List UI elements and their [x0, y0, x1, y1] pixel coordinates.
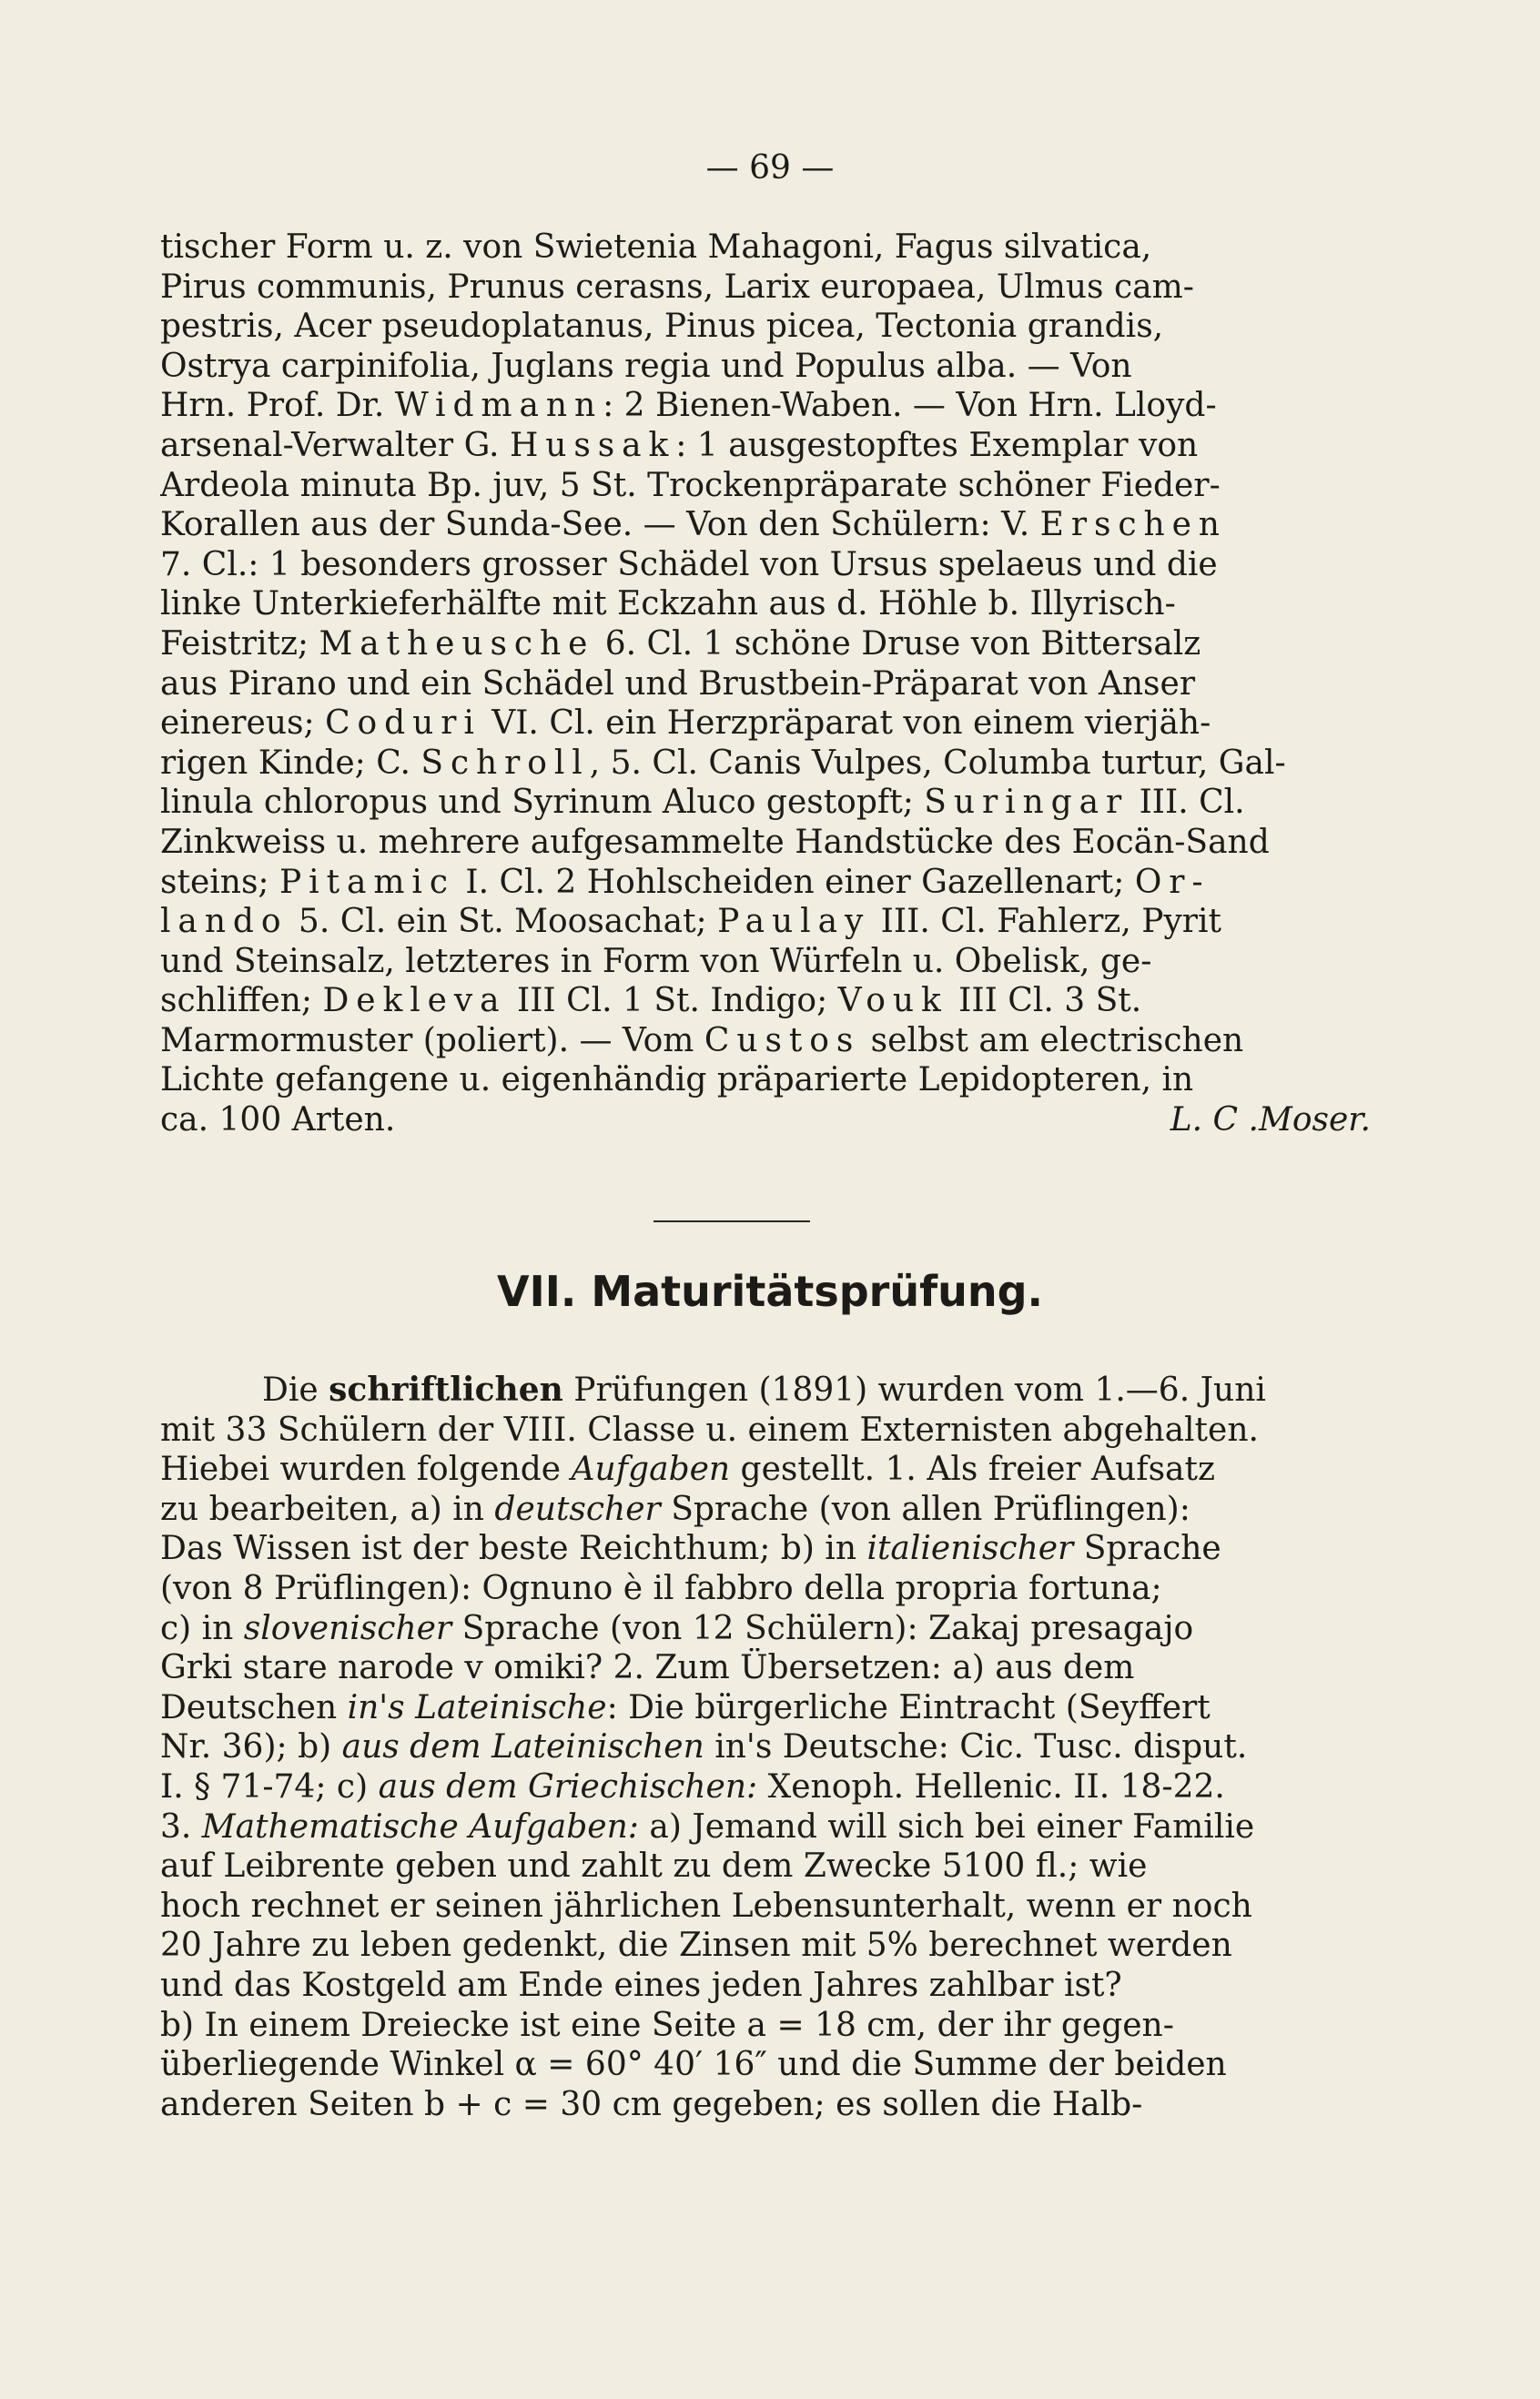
text-line: schliffen; Dekleva III Cl. 1 St. Indigo; Vouk III Cl. 3 St. [160, 982, 1142, 1020]
text-line: pestris, Acer pseudoplatanus, Pinus picea, Tectonia grandis, [160, 308, 1164, 346]
donor-name: Custos [704, 1021, 861, 1059]
text-line: einereus; Coduri VI. Cl. ein Herzpräparat von einem vierjäh- [160, 704, 1211, 743]
donor-name: Matheusche [319, 624, 595, 663]
text-line: Korallen aus der Sunda-See. — Von den Schülern: V. Erschen [160, 506, 1227, 544]
text-line: aus Pirano und ein Schädel und Brustbein-Präparat von Anser [160, 664, 1196, 703]
donor-name: Vouk [837, 982, 948, 1020]
text-line: mit 33 Schülern der VIII. Classe u. einem Externisten abgehalten. [160, 1411, 1259, 1449]
text-line: anderen Seiten b + c = 30 cm gegeben; es sollen die Halb- [160, 2085, 1143, 2123]
donor-name: Coduri [325, 704, 481, 743]
page-number: — 69 — [705, 149, 835, 187]
text-line: steins; Pitamic I. Cl. 2 Hohlscheiden einer Gazellenart; Or- [160, 863, 1211, 901]
text-line: Pirus communis, Prunus cerasns, Larix europaea, Ulmus cam- [160, 268, 1194, 306]
donor-name: Hussak [509, 426, 676, 464]
text-line: Feistritz; Matheusche 6. Cl. 1 schöne Druse von Bittersalz [160, 624, 1201, 663]
donor-name: Suringar [924, 784, 1130, 822]
text-line: lando 5. Cl. ein St. Moosachat; Paulay III. Cl. Fahlerz, Pyrit [160, 903, 1221, 941]
paragraph-collections [160, 228, 1371, 1140]
donor-name: Widmann [394, 387, 603, 425]
text-line: (von 8 Prüflingen): Ognuno è il fabbro della propria fortuna; [160, 1569, 1162, 1607]
text-line: arsenal-Verwalter G. Hussak: 1 ausgestopftes Exemplar von [160, 426, 1199, 464]
text-line: 7. Cl.: 1 besonders grosser Schädel von Ursus spelaeus und die [160, 545, 1218, 583]
text-line: Ostrya carpinifolia, Juglans regia und Populus alba. — Von [160, 347, 1132, 385]
text-line: Hiebei wurden folgende Aufgaben gestellt. 1. Als freier Aufsatz [160, 1451, 1215, 1489]
donor-name: Schroll [420, 744, 590, 782]
section-heading: VII. Maturitätsprüfung. [497, 1267, 1043, 1316]
text-line: Ardeola minuta Bp. juv, 5 St. Trockenpräparate schöner Fieder- [160, 466, 1221, 504]
text-line: und das Kostgeld am Ende eines jeden Jahres zahlbar ist? [160, 1966, 1122, 2004]
donor-name: Dekleva [322, 982, 507, 1020]
text-line: rigen Kinde; C. Schroll, 5. Cl. Canis Vulpes, Columba turtur, Gal- [160, 744, 1286, 782]
text-line: und Steinsalz, letzteres in Form von Würfeln u. Obelisk, ge- [160, 942, 1152, 980]
text-line: Lichte gefangene u. eigenhändig präparierte Lepidopteren, in [160, 1061, 1194, 1099]
donor-name: Or- [1134, 863, 1211, 901]
text-line: Grki stare narode v omiki? 2. Zum Übersetzen: a) aus dem [160, 1649, 1135, 1687]
text-line: tischer Form u. z. von Swietenia Mahagoni, Fagus silvatica, [160, 228, 1152, 266]
donor-name: Paulay [717, 903, 871, 941]
text-line: überliegende Winkel α = 60° 40′ 16″ und die Summe der beiden [160, 2046, 1227, 2084]
donor-name: Pitamic [279, 863, 455, 901]
text-line: 20 Jahre zu leben gedenkt, die Zinsen mit 5% berechnet werden [160, 1927, 1232, 1965]
text-line: zu bearbeiten, a) in deutscher Sprache (von allen Prüflingen): [160, 1490, 1190, 1528]
text-line: Deutschen in's Lateinische: Die bürgerliche Eintracht (Seyffert [160, 1688, 1211, 1726]
text-line: ca. 100 Arten. L. C .Moser. [160, 1101, 1371, 1139]
text-line: Zinkweiss u. mehrere aufgesammelte Handstücke des Eocän-Sand [160, 823, 1270, 861]
text-line: linke Unterkieferhälfte mit Eckzahn aus d. Höhle b. Illyrisch- [160, 585, 1176, 623]
text-line: c) in slovenischer Sprache (von 12 Schülern): Zakaj presagajo [160, 1609, 1194, 1647]
signature: L. C .Moser. [1170, 1101, 1371, 1139]
text-line: Die schriftlichen Prüfungen (1891) wurden vom 1.—6. Juni [262, 1371, 1266, 1409]
text-line: Nr. 36); b) aus dem Lateinischen in's Deutsche: Cic. Tusc. disput. [160, 1728, 1248, 1766]
donor-name: lando [160, 903, 289, 941]
paragraph-exams [160, 1371, 1371, 2124]
text-line: linula chloropus und Syrinum Aluco gestopft; Suringar III. Cl. [160, 784, 1245, 822]
section-divider [653, 1220, 810, 1222]
text-line: I. § 71-74; c) aus dem Griechischen: Xenoph. Hellenic. II. 18-22. [160, 1767, 1225, 1806]
text-line: hoch rechnet er seinen jährlichen Lebensunterhalt, wenn er noch [160, 1887, 1252, 1925]
text-line: Das Wissen ist der beste Reichthum; b) in italienischer Sprache [160, 1530, 1221, 1568]
text-line: auf Leibrente geben und zahlt zu dem Zwecke 5100 fl.; wie [160, 1847, 1148, 1886]
text-line: b) In einem Dreiecke ist eine Seite a = 18 cm, der ihr gegen- [160, 2006, 1174, 2044]
donor-name: Erschen [1039, 506, 1227, 544]
text-line: Hrn. Prof. Dr. Widmann: 2 Bienen-Waben. — Von Hrn. Lloyd- [160, 387, 1217, 425]
text-line: 3. Mathematische Aufgaben: a) Jemand will sich bei einer Familie [160, 1807, 1255, 1846]
text-line: Marmormuster (poliert). — Vom Custos selbst am electrischen [160, 1021, 1244, 1059]
